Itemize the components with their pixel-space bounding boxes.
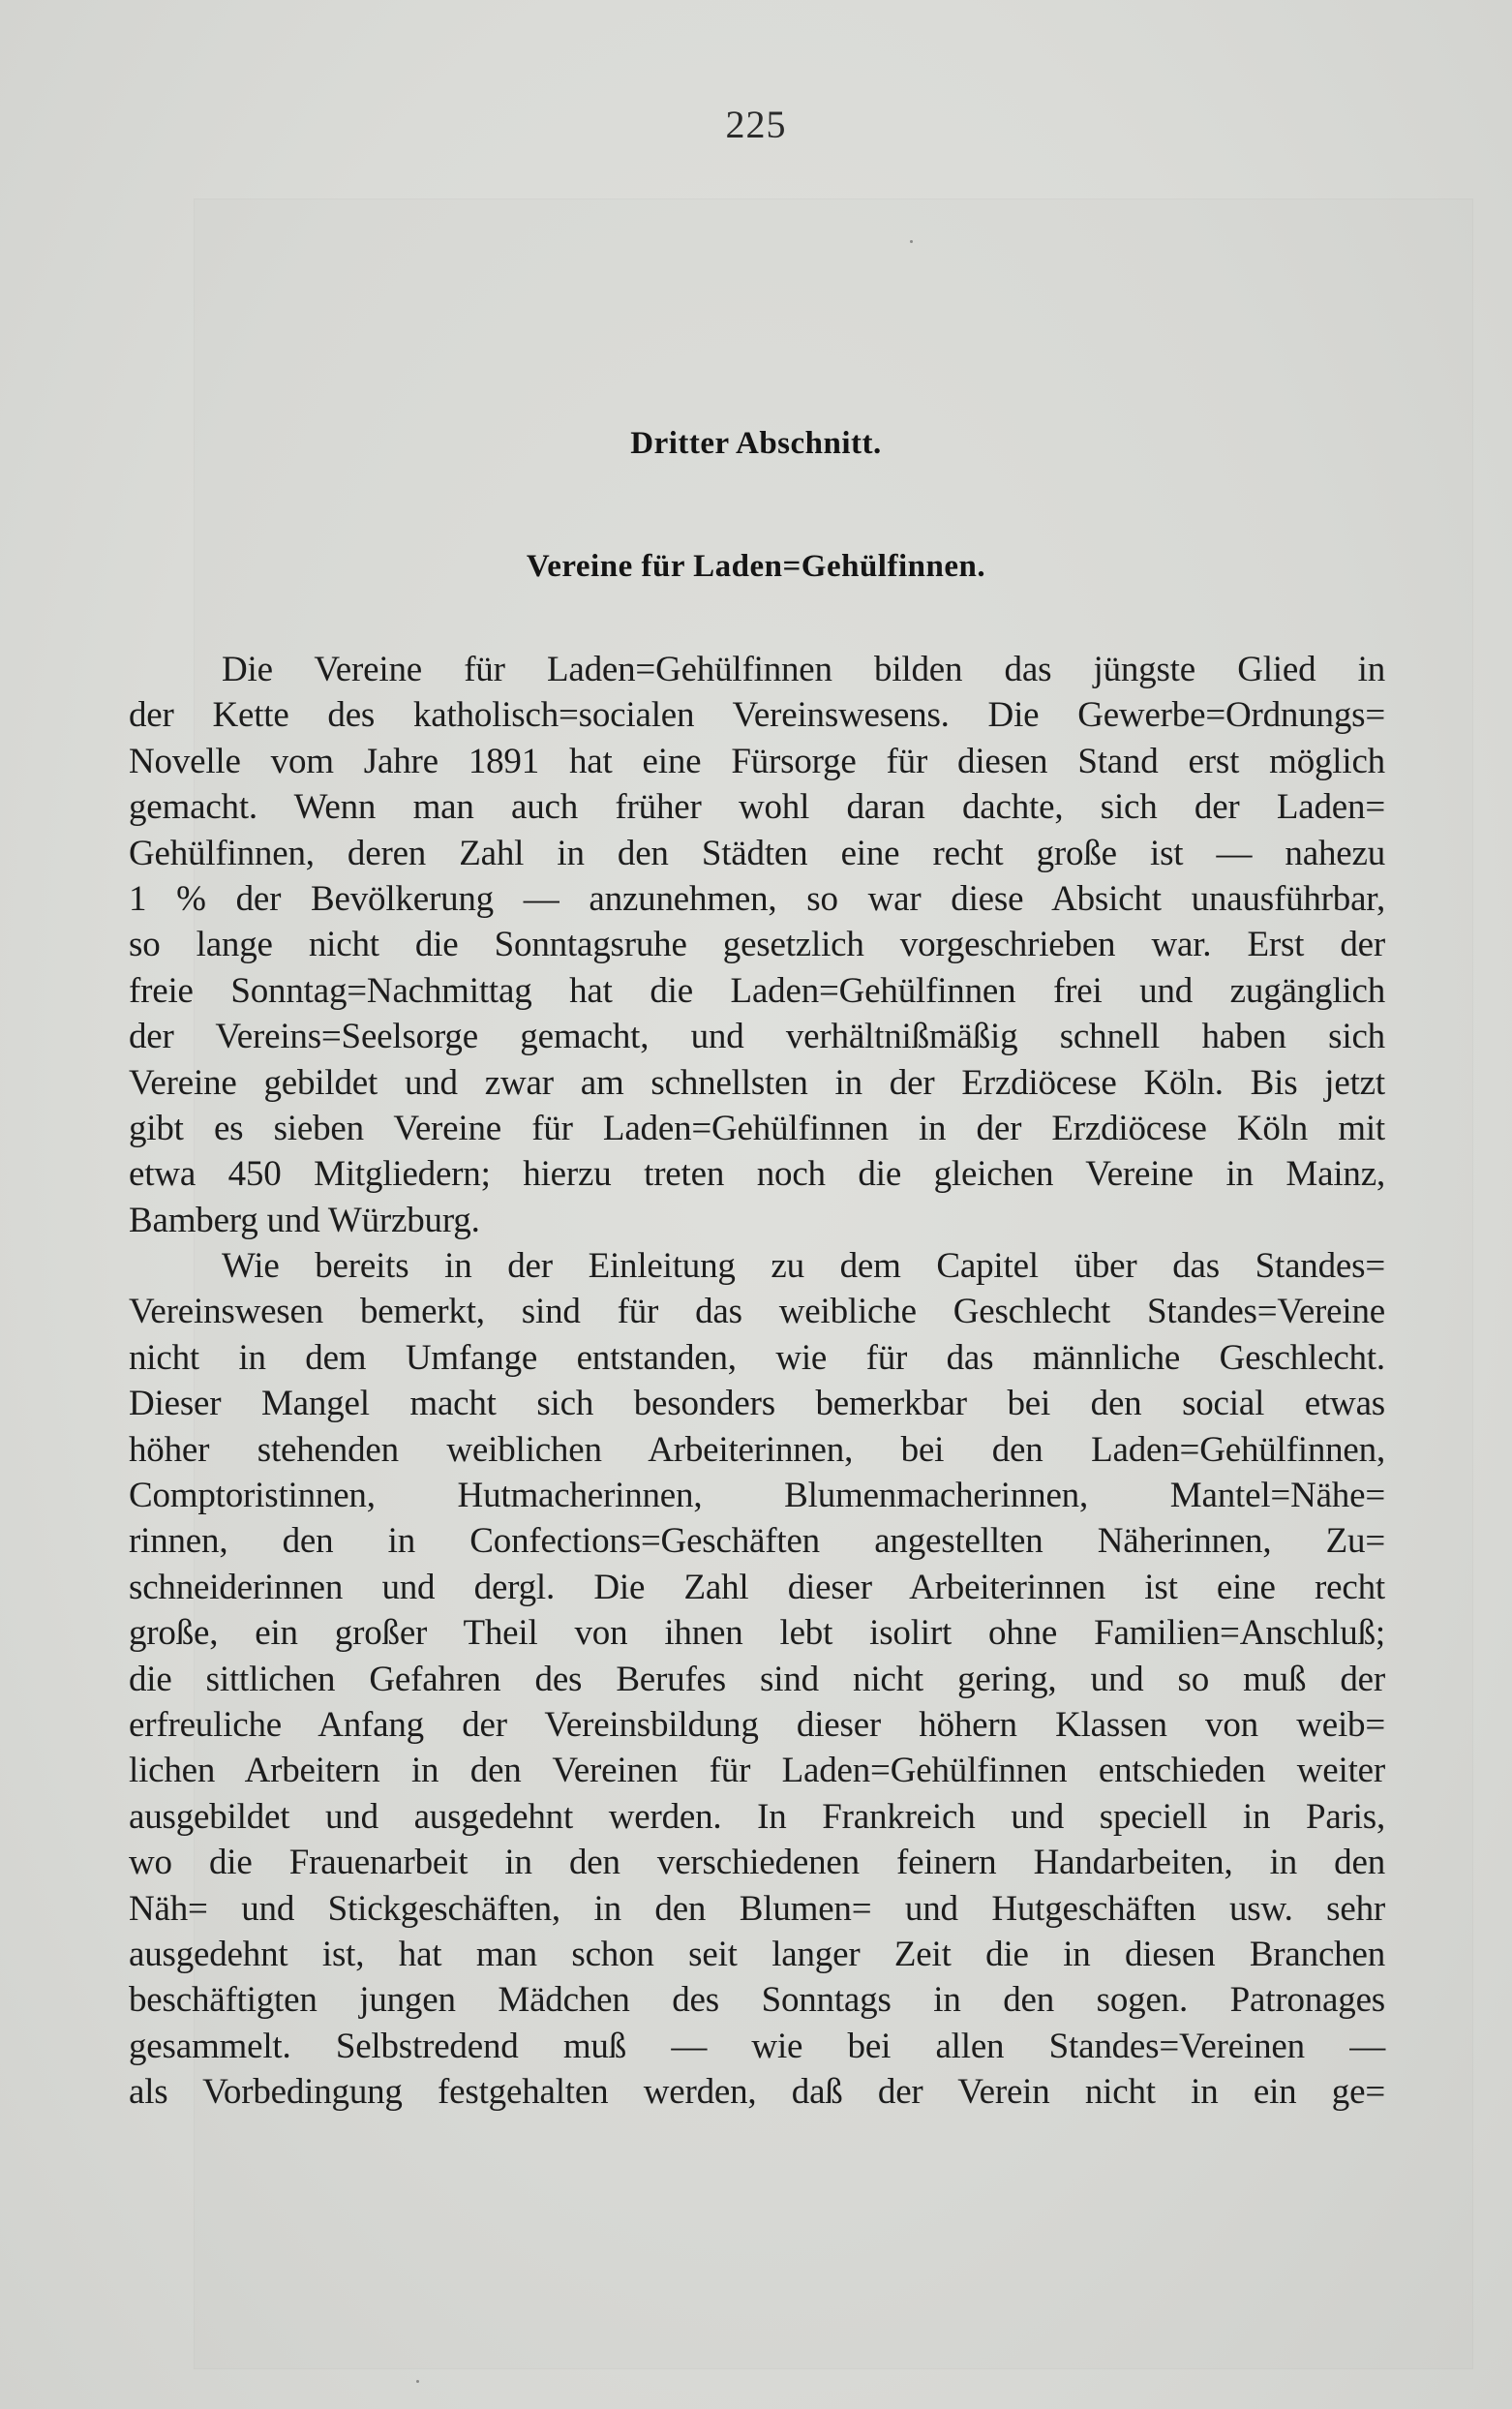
- text-line: Wie bereits in der Einleitung zu dem Capitel über das Standes=: [222, 1246, 1385, 1287]
- text-line: wo die Frauenarbeit in den verschiedenen feinern Handarbeiten, in den: [129, 1843, 1385, 1883]
- text-line: Vereinswesen bemerkt, sind für das weibliche Geschlecht Standes=Vereine: [129, 1292, 1385, 1332]
- scan-speck: [416, 2380, 419, 2383]
- scan-speck: [910, 240, 913, 243]
- text-line: Vereine gebildet und zwar am schnellsten in der Erzdiöcese Köln. Bis jetzt: [129, 1062, 1385, 1103]
- text-line: etwa 450 Mitgliedern; hierzu treten noch die gleichen Vereine in Mainz,: [129, 1154, 1385, 1195]
- text-line: gemacht. Wenn man auch früher wohl daran dachte, sich der Laden=: [129, 787, 1385, 828]
- page-number: 225: [725, 103, 787, 146]
- text-line: große, ein großer Theil von ihnen lebt isolirt ohne Familien=Anschluß;: [129, 1613, 1385, 1654]
- text-line: Dieser Mangel macht sich besonders bemerkbar bei den social etwas: [129, 1384, 1385, 1424]
- text-line: höher stehenden weiblichen Arbeiterinnen, bei den Laden=Gehülfinnen,: [129, 1429, 1385, 1470]
- text-line: Comptoristinnen, Hutmacherinnen, Blumenmacherinnen, Mantel=Nähe=: [129, 1476, 1385, 1516]
- body-text: [129, 647, 1385, 2116]
- text-line: freie Sonntag=Nachmittag hat die Laden=Gehülfinnen frei und zugänglich: [129, 970, 1385, 1011]
- text-line: 1 % der Bevölkerung — anzunehmen, so war diese Absicht unausführbar,: [129, 878, 1385, 919]
- text-line: ausgebildet und ausgedehnt werden. In Frankreich und speciell in Paris,: [129, 1796, 1385, 1837]
- text-line: Die Vereine für Laden=Gehülfinnen bilden das jüngste Glied in: [222, 650, 1385, 689]
- text-line: die sittlichen Gefahren des Berufes sind nicht gering, und so muß der: [129, 1659, 1385, 1699]
- text-line: nicht in dem Umfange entstanden, wie für das männliche Geschlecht.: [129, 1337, 1385, 1378]
- text-line: Novelle vom Jahre 1891 hat eine Fürsorge für diesen Stand erst möglich: [129, 741, 1385, 781]
- section-subtitle: Vereine für Laden=Gehülfinnen.: [526, 549, 986, 584]
- text-line: der Vereins=Seelsorge gemacht, und verhältnißmäßig schnell haben sich: [129, 1017, 1385, 1057]
- text-line: als Vorbedingung festgehalten werden, daß der Verein nicht in ein ge=: [129, 2072, 1385, 2113]
- text-line: gesammelt. Selbstredend muß — wie bei allen Standes=Vereinen —: [129, 2026, 1385, 2066]
- text-line: der Kette des katholisch=socialen Vereinswesens. Die Gewerbe=Ordnungs=: [129, 695, 1385, 736]
- text-line: rinnen, den in Confections=Geschäften angestellten Näherinnen, Zu=: [129, 1521, 1385, 1562]
- text-line: so lange nicht die Sonntagsruhe gesetzlich vorgeschrieben war. Erst der: [129, 925, 1385, 965]
- text-line: Bamberg und Würzburg.: [129, 1200, 480, 1240]
- text-line: ausgedehnt ist, hat man schon seit langer Zeit die in diesen Branchen: [129, 1934, 1385, 1974]
- text-line: Gehülfinnen, deren Zahl in den Städten eine recht große ist — nahezu: [129, 833, 1385, 873]
- text-line: schneiderinnen und dergl. Die Zahl dieser Arbeiterinnen ist eine recht: [129, 1567, 1385, 1607]
- section-title: Dritter Abschnitt.: [630, 426, 882, 461]
- text-line: Näh= und Stickgeschäften, in den Blumen= und Hutgeschäften usw. sehr: [129, 1888, 1385, 1929]
- text-line: beschäftigten jungen Mädchen des Sonntags in den sogen. Patronages: [129, 1980, 1385, 2021]
- text-line: gibt es sieben Vereine für Laden=Gehülfinnen in der Erzdiöcese Köln mit: [129, 1108, 1385, 1148]
- text-line: erfreuliche Anfang der Vereinsbildung dieser höhern Klassen von weib=: [129, 1704, 1385, 1745]
- text-line: lichen Arbeitern in den Vereinen für Laden=Gehülfinnen entschieden weiter: [129, 1751, 1385, 1791]
